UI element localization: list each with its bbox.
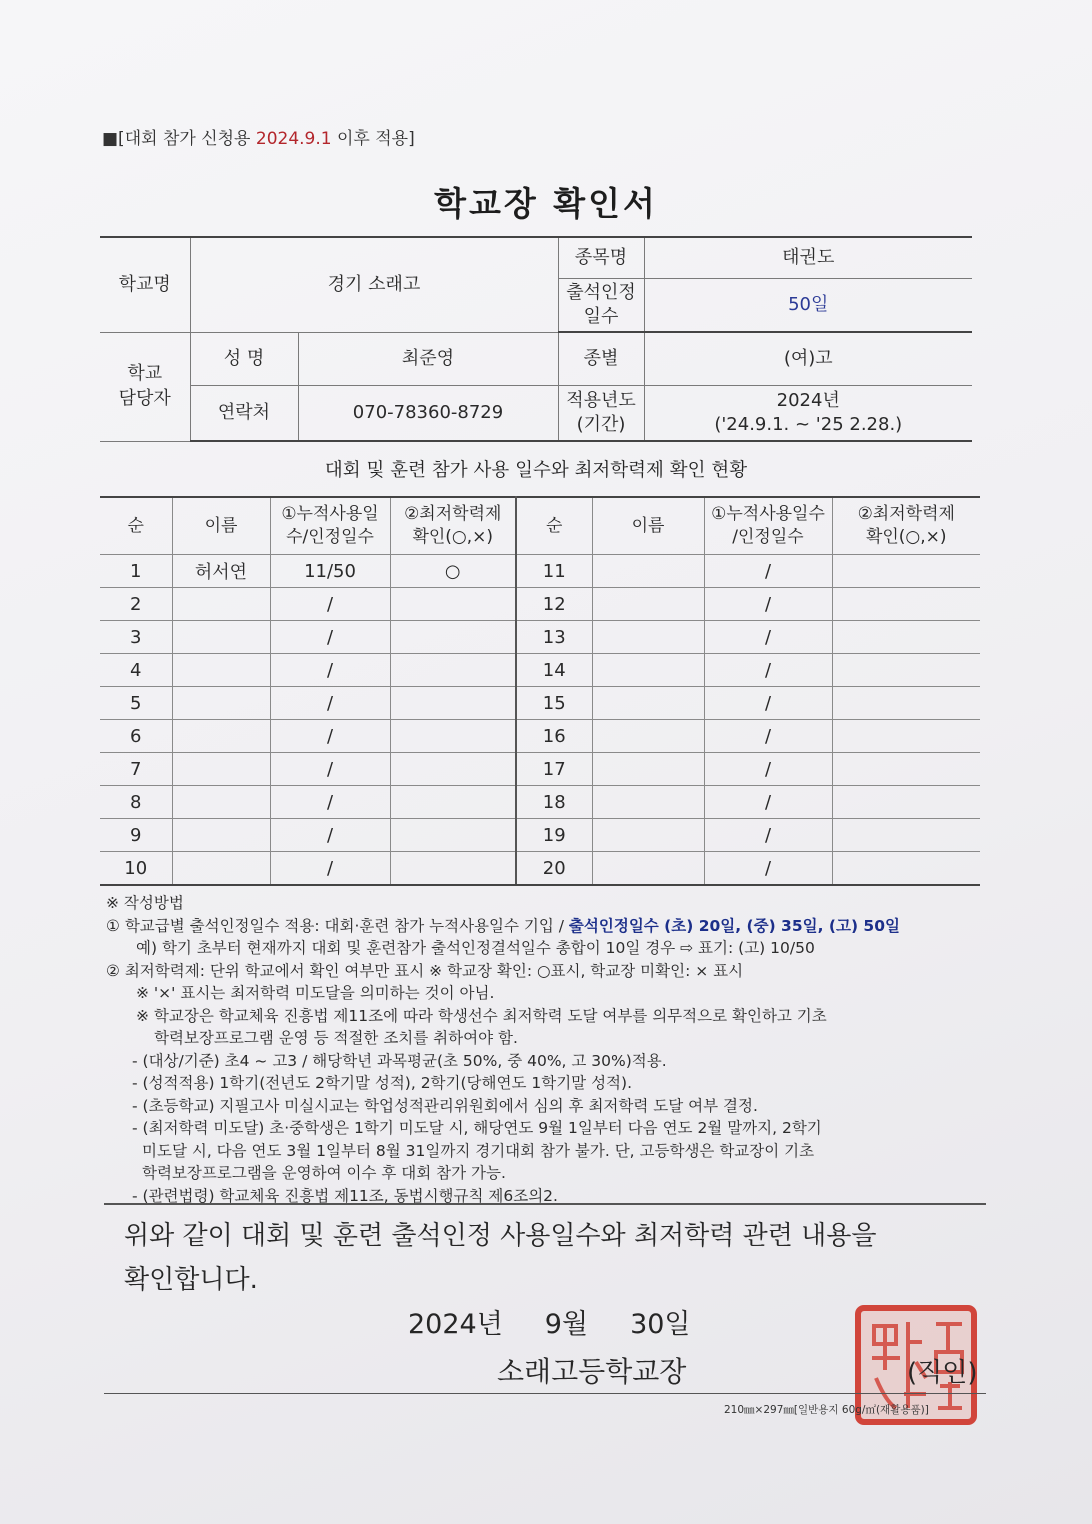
row-no: 2	[100, 588, 172, 621]
row-name-right	[592, 819, 704, 852]
row-min-right	[832, 621, 980, 654]
row-name	[172, 654, 270, 687]
row-no: 4	[100, 654, 172, 687]
row-used-right: /	[704, 786, 832, 819]
tag-suffix: 이후 적용]	[331, 129, 415, 149]
school-label: 학교명	[100, 237, 190, 332]
issue-date	[408, 1302, 691, 1341]
row-no-right: 17	[516, 753, 592, 786]
row-no-right: 11	[516, 555, 592, 588]
table-row	[100, 720, 980, 753]
table-row	[100, 621, 980, 654]
table-row	[100, 819, 980, 852]
note-2: ② 최저학력제: 단위 학교에서 확인 여부만 표시 ※ 학교장 확인: ○표시, 학교장 미확인: × 표시	[106, 961, 744, 980]
table-row	[100, 786, 980, 819]
row-name-right	[592, 654, 704, 687]
row-name	[172, 588, 270, 621]
name-value: 최준영	[298, 332, 558, 386]
year-label-line1: 적용년도	[566, 389, 636, 411]
note-1	[106, 915, 986, 938]
row-no-right: 18	[516, 786, 592, 819]
row-name-right	[592, 588, 704, 621]
row-no: 6	[100, 720, 172, 753]
row-min-right	[832, 555, 980, 588]
row-name	[172, 786, 270, 819]
row-no: 1	[100, 555, 172, 588]
table-row	[100, 687, 980, 720]
attendance-label	[558, 279, 644, 333]
row-used: /	[270, 852, 390, 886]
row-name	[172, 621, 270, 654]
row-used: /	[270, 687, 390, 720]
instructions-heading: ※ 작성방법	[106, 894, 184, 912]
header-used-line1: ①누적사용일	[281, 504, 379, 525]
header-min-right	[832, 497, 980, 555]
row-min	[390, 753, 516, 786]
row-used-right: /	[704, 621, 832, 654]
row-min	[390, 588, 516, 621]
row-used-right: /	[704, 588, 832, 621]
row-used-right: /	[704, 852, 832, 886]
row-min	[390, 654, 516, 687]
date-day: 30일	[630, 1309, 691, 1340]
bullet-criteria: - (대상/기준) 초4 ~ 고3 / 해당학년 과목평균(초 50%, 중 40%, 고 30%)적용.	[132, 1051, 667, 1070]
year-label-line2: (기간)	[576, 414, 626, 435]
header-min-line1: ②최저학력제	[404, 504, 502, 525]
bullet-grades: - (성적적용) 1학기(전년도 2학기말 성적), 2학기(당해연도 1학기말 성적).	[132, 1074, 632, 1092]
row-name: 허서연	[172, 555, 270, 588]
date-month: 9월	[544, 1309, 589, 1340]
instructions	[106, 892, 986, 1207]
tag-date: 2024.9.1	[255, 129, 332, 149]
school-value: 경기 소래고	[190, 237, 558, 332]
row-no-right: 20	[516, 852, 592, 886]
attendance-label-line2: 일수	[583, 306, 619, 327]
row-name-right	[592, 786, 704, 819]
header-min	[390, 497, 516, 555]
header-no-right: 순	[516, 497, 592, 555]
tag-prefix: ■[대회 참가 신청용	[102, 129, 256, 149]
row-name	[172, 852, 270, 886]
seal-label: (직인)	[907, 1358, 978, 1388]
row-name	[172, 819, 270, 852]
year-value-line1: 2024년	[776, 389, 840, 411]
table-header-row	[100, 497, 980, 555]
row-no: 5	[100, 687, 172, 720]
row-no-right: 14	[516, 654, 592, 687]
row-no: 9	[100, 819, 172, 852]
row-name	[172, 687, 270, 720]
row-name-right	[592, 687, 704, 720]
row-min	[390, 687, 516, 720]
confirmation-line2: 확인합니다.	[124, 1265, 258, 1295]
gender-label: 종별	[558, 332, 644, 386]
row-no: 3	[100, 621, 172, 654]
gender-value: (여)고	[644, 332, 972, 386]
header-no: 순	[100, 497, 172, 555]
sport-label: 종목명	[558, 237, 644, 279]
contact-value: 070-78360-8729	[298, 386, 558, 442]
table-row	[100, 753, 980, 786]
row-no: 8	[100, 786, 172, 819]
row-name	[172, 753, 270, 786]
confirmation-statement	[124, 1214, 984, 1302]
row-used-right: /	[704, 555, 832, 588]
row-name	[172, 720, 270, 753]
participation-table	[100, 496, 980, 886]
table-row	[100, 852, 980, 886]
row-no-right: 13	[516, 621, 592, 654]
table-row	[100, 654, 980, 687]
name-label: 성 명	[190, 332, 298, 386]
row-used: /	[270, 819, 390, 852]
row-min-right	[832, 654, 980, 687]
row-used: /	[270, 588, 390, 621]
manager-label	[100, 332, 190, 441]
header-min-right-line1: ②최저학력제	[857, 504, 955, 525]
row-no-right: 16	[516, 720, 592, 753]
table-row	[100, 555, 980, 588]
row-name-right	[592, 621, 704, 654]
row-min-right	[832, 786, 980, 819]
row-min-right	[832, 720, 980, 753]
bullet-below-minimum: - (최저학력 미도달) 초·중학생은 1학기 미도달 시, 해당연도 9월 1일부터 다음 연도 2월 말까지, 2학기	[132, 1119, 822, 1137]
bullet-below-minimum-cont2: 학력보장프로그램을 운영하여 이수 후 대회 참가 가능.	[142, 1164, 506, 1182]
row-used: /	[270, 720, 390, 753]
divider-top	[104, 1203, 986, 1205]
row-name-right	[592, 753, 704, 786]
row-name-right	[592, 852, 704, 886]
year-value-line2: ('24.9.1. ~ '25 2.28.)	[714, 414, 903, 435]
row-min-right	[832, 753, 980, 786]
row-used: /	[270, 786, 390, 819]
header-used-line2: 수/인정일수	[286, 527, 374, 547]
header-min-line2: 확인(○,×)	[412, 527, 494, 547]
row-used-right: /	[704, 720, 832, 753]
row-no-right: 15	[516, 687, 592, 720]
header-used-right-line1: ①누적사용일수	[711, 504, 825, 525]
bullet-law: - (관련법령) 학교체육 진흥법 제11조, 동법시행규칙 제6조의2.	[132, 1186, 558, 1205]
confirmation-line1: 위와 같이 대회 및 훈련 출석인정 사용일수와 최저학력 관련 내용을	[124, 1221, 877, 1251]
header-name-right: 이름	[592, 497, 704, 555]
row-min	[390, 621, 516, 654]
row-used-right: /	[704, 819, 832, 852]
attendance-label-line1: 출석인정	[566, 281, 636, 303]
document-title: 학교장 확인서	[434, 184, 658, 223]
note-2-sub2b: 학력보장프로그램 운영 등 적절한 조치를 취하여야 함.	[154, 1029, 518, 1047]
sport-value: 태권도	[644, 237, 972, 279]
row-no-right: 12	[516, 588, 592, 621]
row-name-right	[592, 720, 704, 753]
note-1-example: 예) 학기 초부터 현재까지 대회 및 훈련참가 출석인정결석일수 총합이 10일 경우 ⇨ 표기: (고) 10/50	[136, 939, 815, 957]
principal-title: 소래고등학교장	[497, 1355, 687, 1388]
row-used: 11/50	[270, 555, 390, 588]
row-used: /	[270, 753, 390, 786]
attendance-value: 50일	[644, 279, 972, 333]
note-2-sub1: ※ '×' 표시는 최저학력 미도달을 의미하는 것이 아님.	[136, 984, 495, 1002]
manager-label-line1: 학교	[127, 363, 163, 385]
year-label	[558, 386, 644, 442]
row-min-right	[832, 819, 980, 852]
row-min-right	[832, 687, 980, 720]
row-used-right: /	[704, 654, 832, 687]
header-name: 이름	[172, 497, 270, 555]
divider-bottom	[104, 1393, 986, 1394]
date-year: 2024년	[408, 1309, 503, 1340]
row-used: /	[270, 654, 390, 687]
row-min: ○	[390, 555, 516, 588]
row-min-right	[832, 588, 980, 621]
school-info-table	[100, 236, 972, 442]
row-used-right: /	[704, 687, 832, 720]
row-no: 10	[100, 852, 172, 886]
row-used: /	[270, 621, 390, 654]
row-min	[390, 720, 516, 753]
row-min-right	[832, 852, 980, 886]
row-min	[390, 786, 516, 819]
note-1-emphasis: 출석인정일수 (초) 20일, (중) 35일, (고) 50일	[568, 916, 900, 935]
header-used	[270, 497, 390, 555]
note-1-text: ① 학교급별 출석인정일수 적용: 대회·훈련 참가 누적사용일수 기입 /	[106, 916, 569, 935]
bullet-elementary: - (초등학교) 지필고사 미실시교는 학업성적관리위원회에서 심의 후 최저학력 도달 여부 결정.	[132, 1096, 758, 1115]
paper-size-note: 210㎜×297㎜[일반용지 60g/㎡(재활용품)]	[724, 1404, 929, 1416]
contact-label: 연락처	[190, 386, 298, 442]
table-row	[100, 588, 980, 621]
year-value	[644, 386, 972, 442]
section-title: 대회 및 훈련 참가 사용 일수와 최저학력제 확인 현황	[324, 460, 748, 481]
manager-label-line2: 담당자	[118, 387, 171, 409]
row-min	[390, 852, 516, 886]
application-tag	[102, 124, 415, 149]
row-name-right	[592, 555, 704, 588]
header-min-right-line2: 확인(○,×)	[865, 527, 947, 547]
note-2-sub2a: ※ 학교장은 학교체육 진흥법 제11조에 따라 학생선수 최저학력 도달 여부를 의무적으로 확인하고 기초	[136, 1006, 827, 1025]
header-used-right	[704, 497, 832, 555]
bullet-below-minimum-cont1: 미도달 시, 다음 연도 3월 1일부터 8월 31일까지 경기대회 참가 불가. 단, 고등학생은 학교장이 기초	[142, 1141, 815, 1160]
header-used-right-line2: /인정일수	[732, 527, 804, 547]
row-no: 7	[100, 753, 172, 786]
row-no-right: 19	[516, 819, 592, 852]
row-used-right: /	[704, 753, 832, 786]
row-min	[390, 819, 516, 852]
